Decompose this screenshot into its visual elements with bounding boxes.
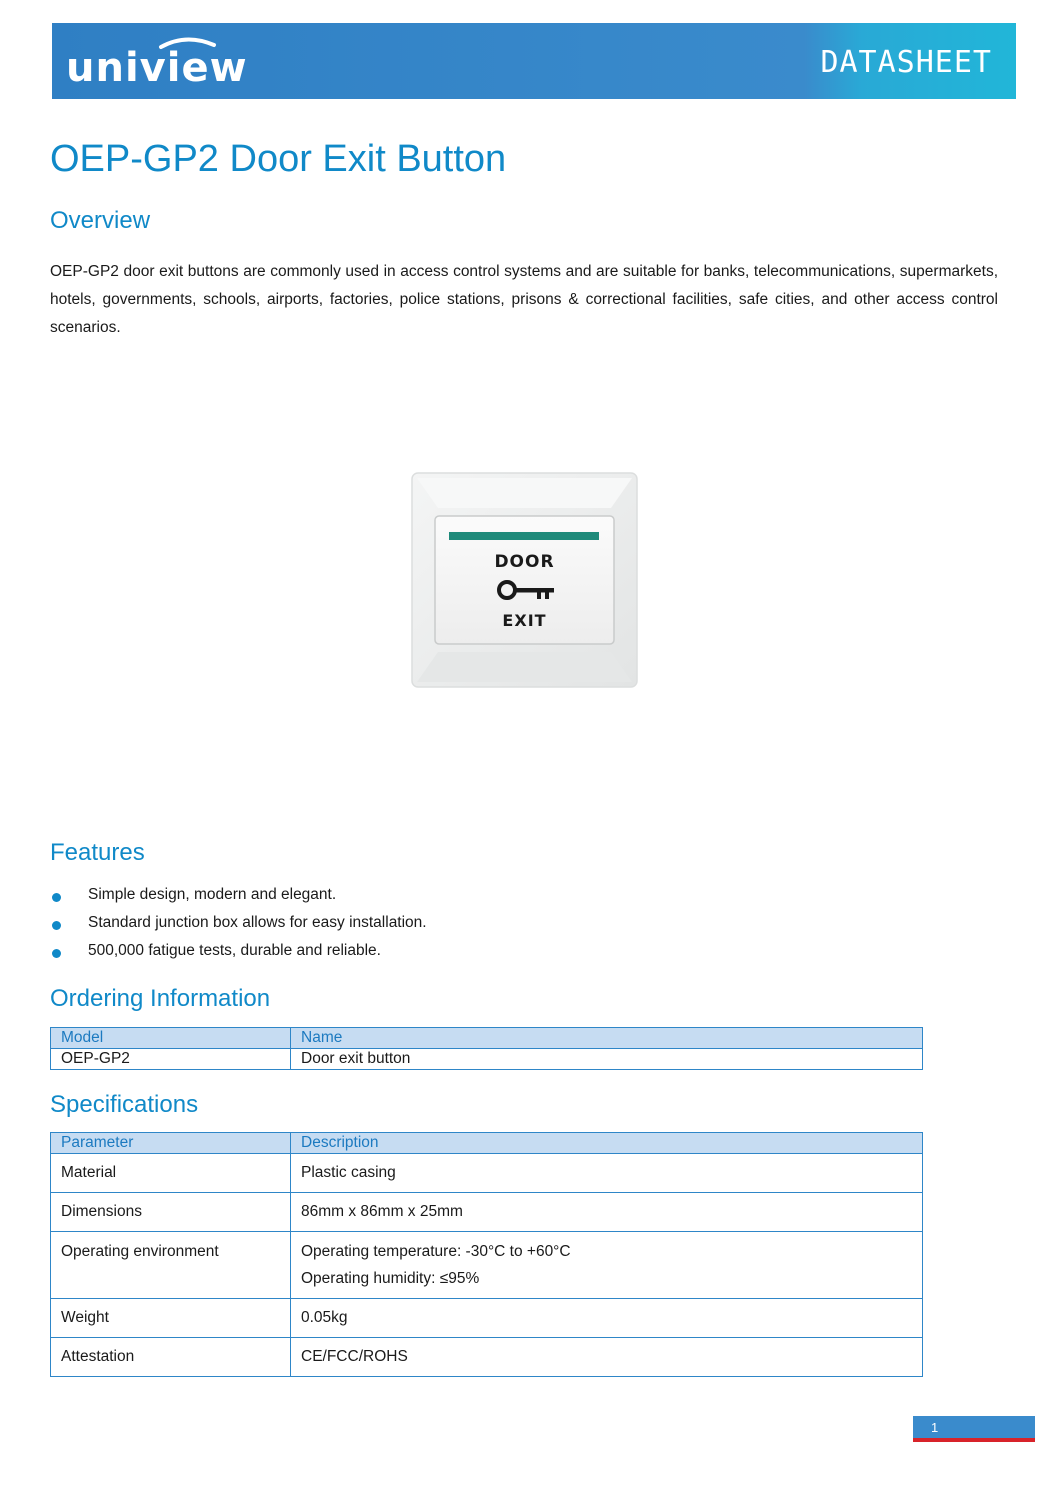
table-row: [51, 1232, 923, 1299]
feature-text: Standard junction box allows for easy installation.: [88, 914, 427, 931]
param-cell: Attestation: [51, 1338, 291, 1377]
list-item: [50, 909, 427, 937]
list-item: [50, 881, 427, 909]
table-row: [51, 1193, 923, 1232]
doc-type-label: DATASHEET: [820, 45, 992, 80]
param-cell: Weight: [51, 1299, 291, 1338]
column-header: Model: [51, 1028, 291, 1049]
column-header: Parameter: [51, 1133, 291, 1154]
product-image: [411, 472, 638, 688]
desc-cell: 86mm x 86mm x 25mm: [291, 1193, 923, 1232]
overview-heading: Overview: [50, 207, 151, 234]
desc-cell: Plastic casing: [291, 1154, 923, 1193]
features-heading: Features: [50, 839, 145, 866]
table-row: [51, 1049, 923, 1070]
table-header-row: [51, 1133, 923, 1154]
feature-list: [50, 881, 427, 965]
exit-label: EXIT: [502, 611, 547, 630]
table-header-row: [51, 1028, 923, 1049]
feature-text: Simple design, modern and elegant.: [88, 886, 337, 903]
specifications-heading: Specifications: [50, 1091, 199, 1118]
table-row: [51, 1299, 923, 1338]
param-cell: Dimensions: [51, 1193, 291, 1232]
list-item: [50, 937, 427, 965]
column-header: Description: [291, 1133, 923, 1154]
brand-name: uniview: [66, 45, 248, 91]
key-icon: [497, 578, 555, 607]
model-cell: OEP-GP2: [51, 1049, 291, 1070]
bullet-icon: [52, 949, 61, 958]
indicator-stripe: [449, 532, 599, 540]
page-title: OEP-GP2 Door Exit Button: [50, 138, 507, 180]
param-cell: Material: [51, 1154, 291, 1193]
bullet-icon: [52, 893, 61, 902]
page-number-badge: [913, 1416, 1035, 1442]
desc-cell: [291, 1232, 923, 1299]
overview-text: OEP-GP2 door exit buttons are commonly used in access control systems and are suitable for banks, telecommunications, supermarkets, hotels, governments, schools, airports, factories, police stations, prisons & correctional facilities, safe cities, and other access control scenarios.: [50, 263, 998, 336]
column-header: Name: [291, 1028, 923, 1049]
ordering-heading: Ordering Information: [50, 985, 271, 1012]
bullet-icon: [52, 921, 61, 930]
desc-cell: CE/FCC/ROHS: [291, 1338, 923, 1377]
header-banner: [52, 23, 1016, 99]
desc-cell: 0.05kg: [291, 1299, 923, 1338]
uniview-logo: [66, 33, 266, 89]
feature-text: 500,000 fatigue tests, durable and reliable.: [88, 942, 381, 959]
door-label: DOOR: [494, 552, 555, 572]
specifications-table: [50, 1132, 923, 1377]
page-number: 1: [931, 1420, 939, 1435]
name-cell: Door exit button: [291, 1049, 923, 1070]
ordering-table: [50, 1027, 923, 1070]
param-cell: Operating environment: [51, 1232, 291, 1299]
desc-line: Operating temperature: -30°C to +60°C: [301, 1243, 571, 1260]
table-row: [51, 1338, 923, 1377]
desc-line: Operating humidity: ≤95%: [301, 1270, 480, 1287]
table-row: [51, 1154, 923, 1193]
